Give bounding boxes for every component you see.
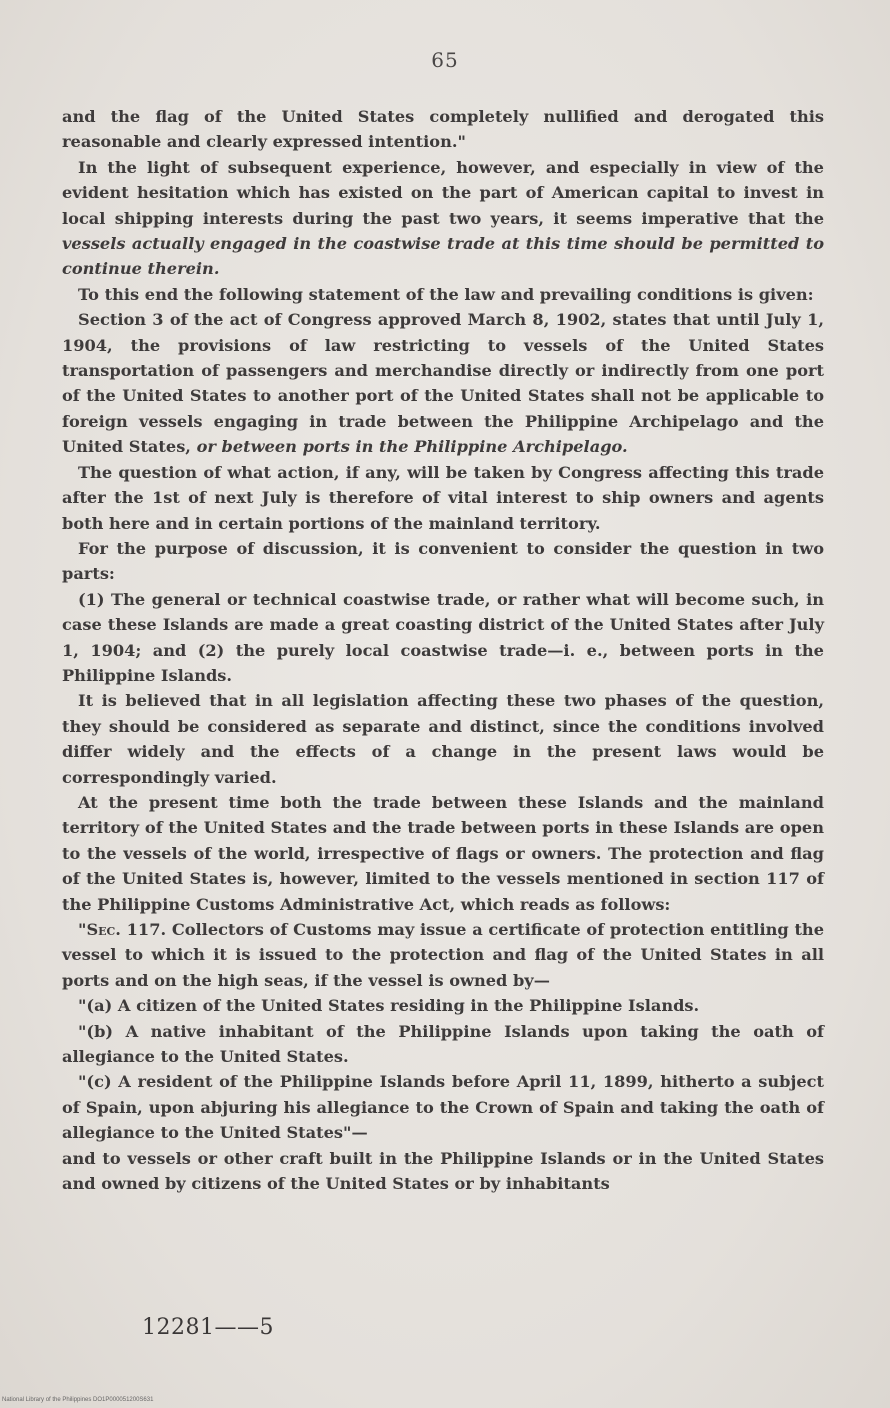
clause-a: "(a) A citizen of the United States residing in the Philippine Islands. (78, 996, 700, 1016)
signature-mark: 12281——5 (142, 1315, 274, 1340)
library-stamp: National Library of the Philippines DO1P000051200S631 (2, 1397, 154, 1403)
paragraph-vessels-built: and to vessels or other craft built in the Philippine Islands or in the United States and owned by citizens of the United States or by inhabitants (62, 1148, 824, 1194)
paragraph-present-time: At the present time both the trade between these Islands and the mainland territory of the United States and the trade between ports in these Islands are open to the vessels of the world, irrespective of flags or owners. The protection and flag of the United States is, however, limited to the vessels mentioned in section 117 of the Philippine Customs Administrative Act, which reads as follows: (62, 792, 824, 914)
paragraph-section-117: "Sec. 117. Collectors of Customs may issue a certificate of protection entitling the vessel to which it is issued to the protection and flag of the United States in all ports and on the high seas, if the vessel is owned by— (62, 920, 824, 990)
clause-c: "(c) A resident of the Philippine Islands before April 11, 1899, hitherto a subject of Spain, upon abjuring his allegiance to the Crown of Spain and taking the oath of allegiance to the United States"— (62, 1072, 824, 1143)
section-abbrev: Sec. (86, 920, 121, 939)
paragraph-question-action: The question of what action, if any, will be taken by Congress affecting this trade after the 1st of next July is therefore of vital interest to ship owners and agents both here and in certain portions of the mainland territory. (62, 462, 824, 533)
body-text (62, 104, 824, 1196)
paragraph-two-parts: (1) The general or technical coastwise trade, or rather what will become such, in case these Islands are made a great coasting district of the United States after July 1, 1904; and (2) the purely local coastwise trade—i. e., between ports in the Philippine Islands. (62, 589, 824, 685)
paragraph-legislation: It is believed that in all legislation affecting these two phases of the question, they should be considered as separate and distinct, since the conditions involved differ widely and the effects of a change in the present laws would be correspondingly varied. (62, 691, 824, 787)
emphasis-text: or between ports in the Philippine Archipelago. (196, 437, 628, 457)
paragraph-continuation: and the flag of the United States completely nullified and derogated this reasonable and clearly expressed intention." (62, 107, 824, 152)
paragraph-subsequent-experience: In the light of subsequent experience, however, and especially in view of the evident hesitation which has existed on the part of American capital to invest in local shipping interests during the past two years, it seems imperative that the vessels actually engaged in the coastwise trade at this time should be permitted to continue therein. (62, 157, 824, 279)
clause-b: "(b) A native inhabitant of the Philippine Islands upon taking the oath of allegiance to the United States. (62, 1021, 824, 1067)
paragraph-section-3: Section 3 of the act of Congress approved March 8, 1902, states that until July 1, 1904, the provisions of law restricting to vessels of the United States transportation of passengers and merchandise directly or indirectly from one port of the United States to another port of the United States shall not be applicable to foreign vessels engaging in trade between the Philippine Archipelago and the United States, or between ports in the Philippine Archipelago. (62, 310, 824, 457)
emphasis-text: vessels actually engaged in the coastwise trade at this time should be permitted to continue therein. (62, 234, 824, 279)
page-number: 65 (431, 48, 459, 72)
paragraph-discussion: For the purpose of discussion, it is convenient to consider the question in two parts: (62, 538, 824, 584)
paragraph-statement-intro: To this end the following statement of the law and prevailing conditions is given: (78, 284, 814, 304)
